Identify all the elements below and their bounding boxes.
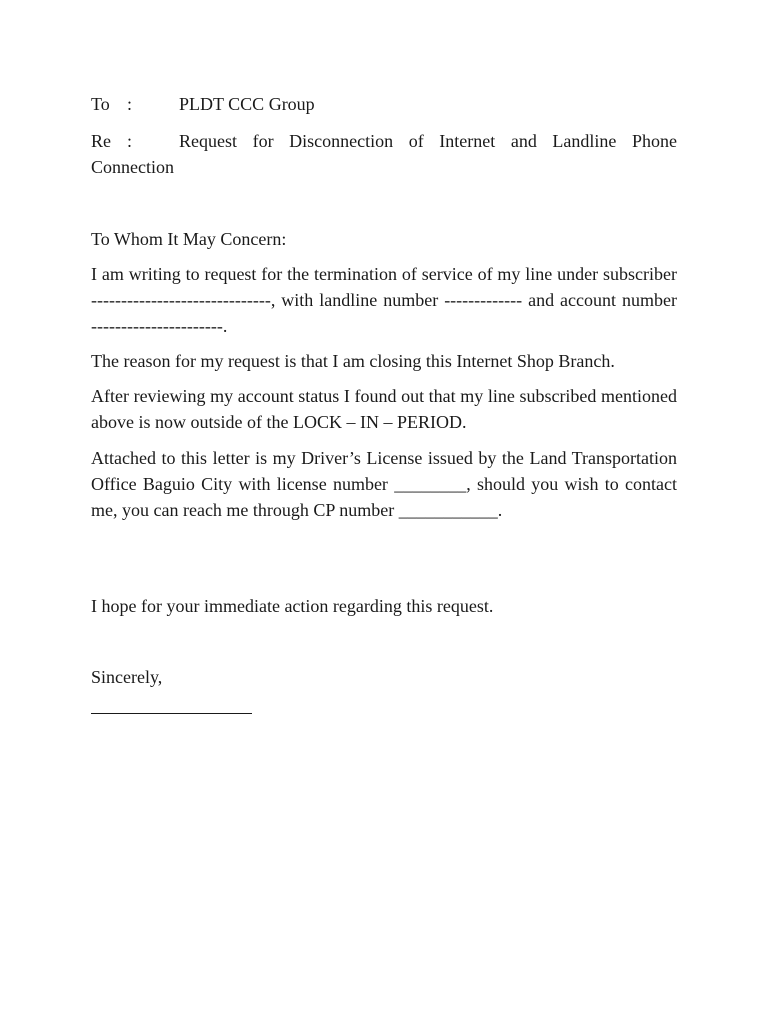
to-colon: : <box>127 94 133 114</box>
paragraph-termination-request: I am writing to request for the termination of service of my line under subscriber ------------------------------, with landline number ------------- and account number ----------------------. <box>91 264 677 336</box>
paragraph-reason: The reason for my request is that I am closing this Internet Shop Branch. <box>91 351 615 371</box>
recipient: PLDT CCC Group <box>179 94 315 114</box>
re-line <box>91 128 677 180</box>
signature-line <box>91 713 252 714</box>
to-label: To <box>91 94 110 114</box>
paragraph-account-status: After reviewing my account status I found out that my line subscribed mentioned above is now outside of the LOCK – IN – PERIOD. <box>91 386 677 432</box>
re-colon: : <box>127 131 133 151</box>
paragraph-action: I hope for your immediate action regarding this request. <box>91 596 494 616</box>
closing: Sincerely, <box>91 667 163 687</box>
to-line <box>91 91 677 117</box>
re-label: Re <box>91 131 111 151</box>
subject-block <box>91 128 677 180</box>
subject-text: Request for Disconnection of Internet and Landline Phone Connection <box>91 131 677 177</box>
paragraph-attachment: Attached to this letter is my Driver’s License issued by the Land Transportation Office Baguio City with license number ________, should you wish to contact me, you can reach me through CP number ___________. <box>91 448 677 520</box>
salutation: To Whom It May Concern: <box>91 229 287 249</box>
